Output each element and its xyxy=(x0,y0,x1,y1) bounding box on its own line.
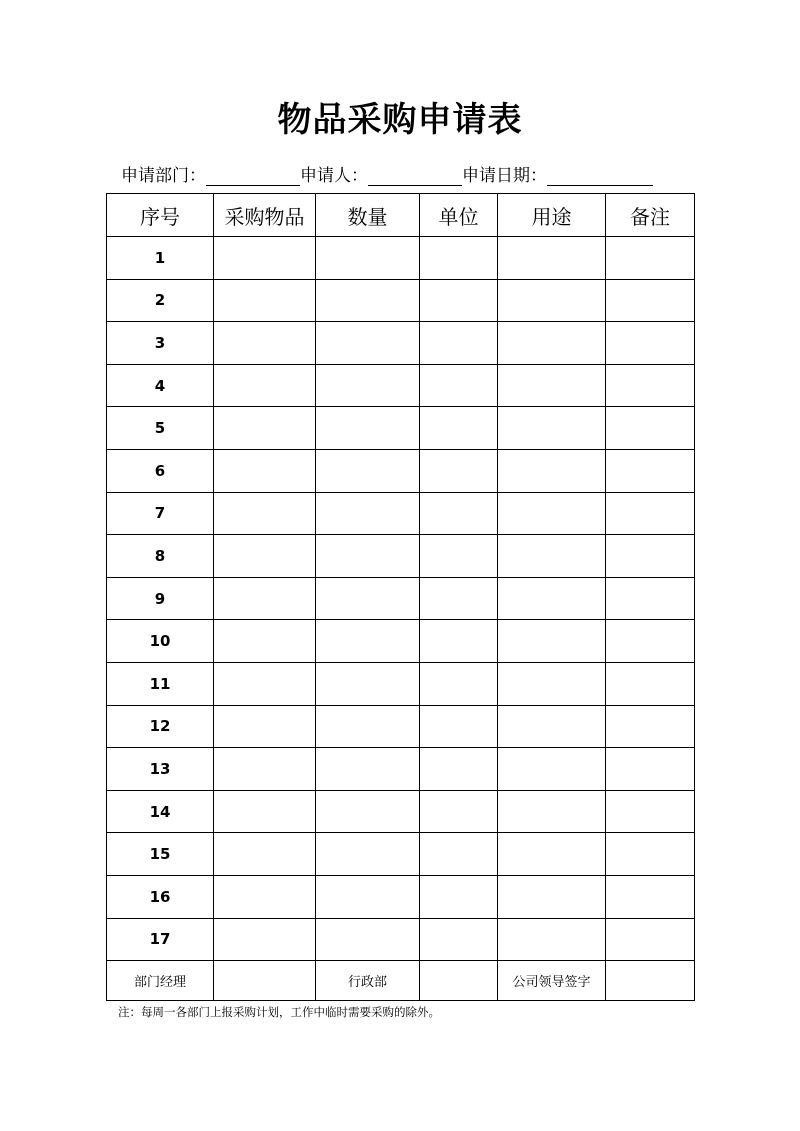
quantity-cell[interactable] xyxy=(316,535,420,578)
serial-cell: 13 xyxy=(107,748,214,791)
table-row xyxy=(107,492,695,535)
table-row xyxy=(107,918,695,961)
serial-cell: 2 xyxy=(107,279,214,322)
admin-dept-label: 行政部 xyxy=(316,961,420,1001)
purpose-cell[interactable] xyxy=(498,748,606,791)
item-cell[interactable] xyxy=(214,662,316,705)
unit-cell[interactable] xyxy=(420,705,498,748)
remarks-cell[interactable] xyxy=(606,492,695,535)
purpose-cell[interactable] xyxy=(498,918,606,961)
table-row xyxy=(107,705,695,748)
serial-cell: 16 xyxy=(107,875,214,918)
company-leader-signature-cell[interactable] xyxy=(606,961,695,1001)
remarks-cell[interactable] xyxy=(606,237,695,280)
purpose-cell[interactable] xyxy=(498,620,606,663)
quantity-cell[interactable] xyxy=(316,875,420,918)
purpose-cell[interactable] xyxy=(498,833,606,876)
remarks-cell[interactable] xyxy=(606,790,695,833)
quantity-cell[interactable] xyxy=(316,364,420,407)
table-row xyxy=(107,535,695,578)
quantity-cell[interactable] xyxy=(316,790,420,833)
quantity-cell[interactable] xyxy=(316,620,420,663)
item-cell[interactable] xyxy=(214,364,316,407)
form-title: 物品采购申请表 xyxy=(277,100,523,140)
item-cell[interactable] xyxy=(214,577,316,620)
table-row xyxy=(107,279,695,322)
company-leader-label: 公司领导签字 xyxy=(498,961,606,1001)
table-row xyxy=(107,364,695,407)
table-row xyxy=(107,748,695,791)
unit-cell[interactable] xyxy=(420,790,498,833)
remarks-cell[interactable] xyxy=(606,875,695,918)
purpose-cell[interactable] xyxy=(498,662,606,705)
unit-cell[interactable] xyxy=(420,407,498,450)
serial-cell: 14 xyxy=(107,790,214,833)
remarks-cell[interactable] xyxy=(606,833,695,876)
serial-cell: 7 xyxy=(107,492,214,535)
remarks-cell[interactable] xyxy=(606,705,695,748)
table-row xyxy=(107,833,695,876)
item-cell[interactable] xyxy=(214,237,316,280)
item-cell[interactable] xyxy=(214,790,316,833)
remarks-cell[interactable] xyxy=(606,918,695,961)
table-row xyxy=(107,237,695,280)
serial-cell: 15 xyxy=(107,833,214,876)
unit-cell[interactable] xyxy=(420,748,498,791)
quantity-cell[interactable] xyxy=(316,918,420,961)
item-cell[interactable] xyxy=(214,449,316,492)
quantity-cell[interactable] xyxy=(316,833,420,876)
admin-dept-signature-cell[interactable] xyxy=(420,961,498,1001)
header-item: 采购物品 xyxy=(214,194,316,237)
table-row xyxy=(107,662,695,705)
item-cell[interactable] xyxy=(214,918,316,961)
purpose-cell[interactable] xyxy=(498,279,606,322)
remarks-cell[interactable] xyxy=(606,620,695,663)
serial-cell: 4 xyxy=(107,364,214,407)
remarks-cell[interactable] xyxy=(606,662,695,705)
quantity-cell[interactable] xyxy=(316,577,420,620)
unit-cell[interactable] xyxy=(420,449,498,492)
dept-manager-signature-cell[interactable] xyxy=(214,961,316,1001)
remarks-cell[interactable] xyxy=(606,279,695,322)
table-row xyxy=(107,790,695,833)
dept-manager-label: 部门经理 xyxy=(107,961,214,1001)
form-meta-row xyxy=(121,162,653,186)
quantity-cell[interactable] xyxy=(316,322,420,365)
serial-cell: 12 xyxy=(107,705,214,748)
unit-cell[interactable] xyxy=(420,577,498,620)
quantity-cell[interactable] xyxy=(316,705,420,748)
header-quantity: 数量 xyxy=(316,194,420,237)
date-field[interactable] xyxy=(547,165,653,186)
item-cell[interactable] xyxy=(214,705,316,748)
table-row xyxy=(107,620,695,663)
unit-cell[interactable] xyxy=(420,875,498,918)
department-field[interactable] xyxy=(206,165,300,186)
serial-cell: 6 xyxy=(107,449,214,492)
unit-cell[interactable] xyxy=(420,279,498,322)
header-serial: 序号 xyxy=(107,194,214,237)
item-cell[interactable] xyxy=(214,620,316,663)
unit-cell[interactable] xyxy=(420,535,498,578)
table-row xyxy=(107,322,695,365)
table-header-row xyxy=(107,194,695,237)
quantity-cell[interactable] xyxy=(316,237,420,280)
header-purpose: 用途 xyxy=(498,194,606,237)
serial-cell: 8 xyxy=(107,535,214,578)
quantity-cell[interactable] xyxy=(316,279,420,322)
table-row xyxy=(107,875,695,918)
remarks-cell[interactable] xyxy=(606,577,695,620)
unit-cell[interactable] xyxy=(420,322,498,365)
signature-row xyxy=(107,961,695,1001)
unit-cell[interactable] xyxy=(420,492,498,535)
unit-cell[interactable] xyxy=(420,833,498,876)
serial-cell: 17 xyxy=(107,918,214,961)
quantity-cell[interactable] xyxy=(316,662,420,705)
unit-cell[interactable] xyxy=(420,918,498,961)
purpose-cell[interactable] xyxy=(498,577,606,620)
item-cell[interactable] xyxy=(214,407,316,450)
unit-cell[interactable] xyxy=(420,364,498,407)
item-cell[interactable] xyxy=(214,833,316,876)
quantity-cell[interactable] xyxy=(316,407,420,450)
remarks-cell[interactable] xyxy=(606,449,695,492)
purpose-cell[interactable] xyxy=(498,322,606,365)
purpose-cell[interactable] xyxy=(498,449,606,492)
purpose-cell[interactable] xyxy=(498,535,606,578)
purpose-cell[interactable] xyxy=(498,705,606,748)
department-label: 申请部门： xyxy=(121,166,206,186)
table-row xyxy=(107,449,695,492)
table-row xyxy=(107,407,695,450)
remarks-cell[interactable] xyxy=(606,364,695,407)
item-cell[interactable] xyxy=(214,279,316,322)
unit-cell[interactable] xyxy=(420,237,498,280)
remarks-cell[interactable] xyxy=(606,748,695,791)
unit-cell[interactable] xyxy=(420,662,498,705)
item-cell[interactable] xyxy=(214,535,316,578)
purpose-cell[interactable] xyxy=(498,492,606,535)
quantity-cell[interactable] xyxy=(316,492,420,535)
purpose-cell[interactable] xyxy=(498,237,606,280)
remarks-cell[interactable] xyxy=(606,322,695,365)
applicant-field[interactable] xyxy=(368,165,462,186)
remarks-cell[interactable] xyxy=(606,407,695,450)
purpose-cell[interactable] xyxy=(498,407,606,450)
serial-cell: 5 xyxy=(107,407,214,450)
quantity-cell[interactable] xyxy=(316,449,420,492)
footnote: 注：每周一各部门上报采购计划，工作中临时需要采购的除外。 xyxy=(118,1005,440,1019)
header-remarks: 备注 xyxy=(606,194,695,237)
unit-cell[interactable] xyxy=(420,620,498,663)
header-unit: 单位 xyxy=(420,194,498,237)
serial-cell: 9 xyxy=(107,577,214,620)
serial-cell: 10 xyxy=(107,620,214,663)
item-cell[interactable] xyxy=(214,748,316,791)
serial-cell: 1 xyxy=(107,237,214,280)
purchase-request-table xyxy=(106,193,695,1001)
item-cell[interactable] xyxy=(214,322,316,365)
serial-cell: 3 xyxy=(107,322,214,365)
item-cell[interactable] xyxy=(214,875,316,918)
date-label: 申请日期： xyxy=(462,166,547,186)
quantity-cell[interactable] xyxy=(316,748,420,791)
item-cell[interactable] xyxy=(214,492,316,535)
serial-cell: 11 xyxy=(107,662,214,705)
purpose-cell[interactable] xyxy=(498,364,606,407)
applicant-label: 申请人： xyxy=(300,166,368,186)
purpose-cell[interactable] xyxy=(498,790,606,833)
remarks-cell[interactable] xyxy=(606,535,695,578)
table-row xyxy=(107,577,695,620)
purpose-cell[interactable] xyxy=(498,875,606,918)
